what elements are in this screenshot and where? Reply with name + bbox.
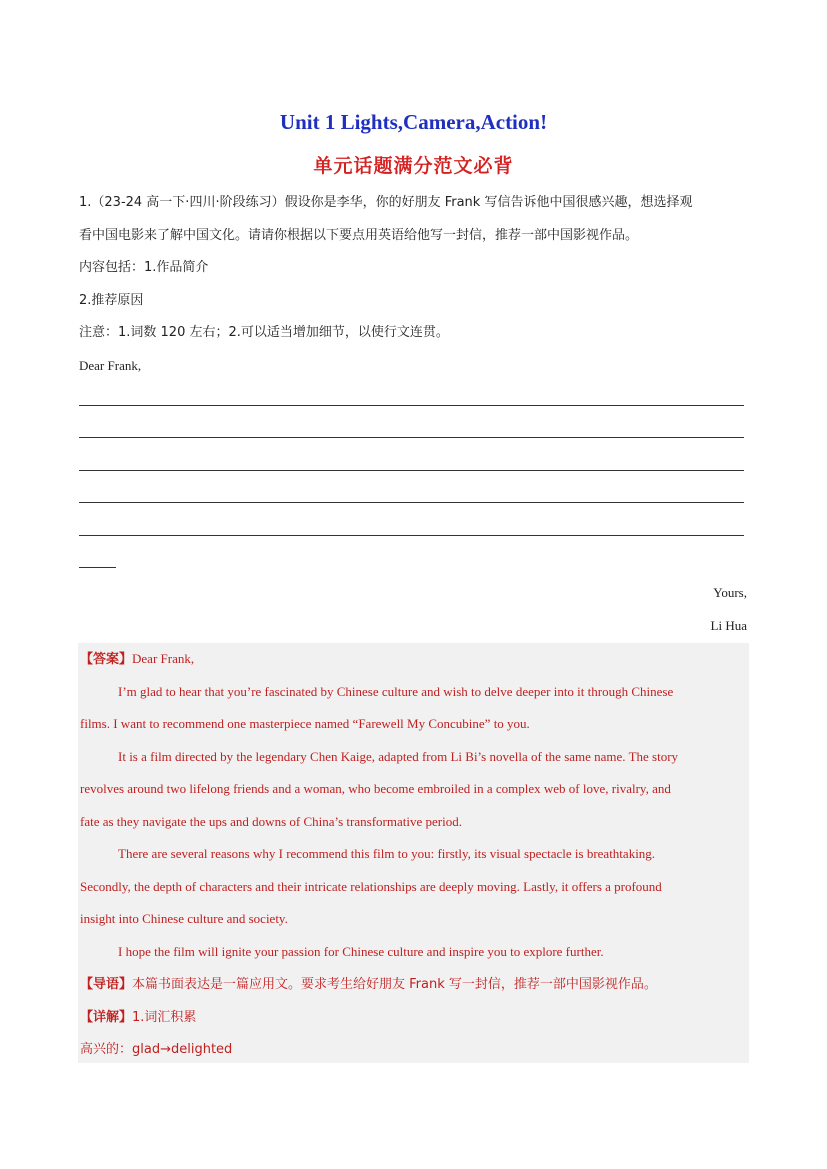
writing-line — [79, 437, 744, 438]
vocab-text: 高兴的：glad→delighted — [80, 1042, 233, 1057]
detail-label: 【详解】 — [80, 1010, 133, 1025]
answer-line: revolves around two lifelong friends and a woman, who become embroiled in a complex web of love, rivalry, and — [80, 781, 671, 796]
letter-signature: Li Hua — [710, 618, 747, 633]
guide-label: 【导语】 — [80, 977, 133, 992]
answer-line: fate as they navigate the ups and downs of China’s transformative period. — [80, 814, 462, 829]
content-requirement-1: 内容包括：1.作品简介 — [79, 260, 209, 275]
writing-line — [79, 535, 744, 536]
unit-title: Unit 1 Lights,Camera,Action! — [279, 110, 548, 134]
letter-sign-off: Yours, — [713, 585, 747, 600]
guide-row — [80, 975, 657, 994]
answer-salutation: Dear Frank, — [132, 651, 195, 666]
answer-label: 【答案】 — [80, 652, 133, 667]
answer-line: There are several reasons why I recommend this film to you: firstly, its visual spectacle is breathtaking. — [118, 846, 656, 861]
letter-salutation: Dear Frank, — [79, 358, 142, 373]
writing-note: 注意：1.词数 120 左右；2.可以适当增加细节，以使行文连贯。 — [79, 325, 449, 340]
guide-text: 本篇书面表达是一篇应用文。要求考生给好朋友 Frank 写一封信，推荐一部中国影视作品。 — [132, 977, 657, 992]
answer-line: films. I want to recommend one masterpiece named “Farewell My Concubine” to you. — [80, 716, 530, 731]
writing-line — [79, 405, 744, 406]
detail-row — [80, 1008, 196, 1027]
writing-line — [79, 470, 744, 471]
answer-line: It is a film directed by the legendary Chen Kaige, adapted from Li Bi’s novella of the same name. The story — [118, 749, 679, 764]
question-line-2: 看中国电影来了解中国文化。请请你根据以下要点用英语给他写一封信，推荐一部中国影视作品。 — [79, 228, 639, 243]
content-requirement-2: 2.推荐原因 — [79, 293, 144, 308]
answer-line: insight into Chinese culture and society. — [80, 911, 288, 926]
section-title: 单元话题满分范文必背 — [313, 155, 514, 177]
answer-heading — [80, 650, 194, 669]
question-line-1: 1.（23-24 高一下·四川·阶段练习）假设你是李华，你的好朋友 Frank 写信告诉他中国很感兴趣，想选择观 — [79, 195, 693, 210]
vocab-row — [80, 1040, 232, 1059]
writing-line-short — [79, 567, 116, 568]
answer-line: I’m glad to hear that you’re fascinated by Chinese culture and wish to delve deeper into it through Chinese — [118, 684, 674, 699]
writing-line — [79, 502, 744, 503]
detail-text: 1.词汇积累 — [132, 1010, 197, 1025]
answer-line: Secondly, the depth of characters and their intricate relationships are deeply moving. Lastly, it offers a profound — [80, 879, 662, 894]
answer-line: I hope the film will ignite your passion for Chinese culture and inspire you to explore further. — [118, 944, 604, 959]
